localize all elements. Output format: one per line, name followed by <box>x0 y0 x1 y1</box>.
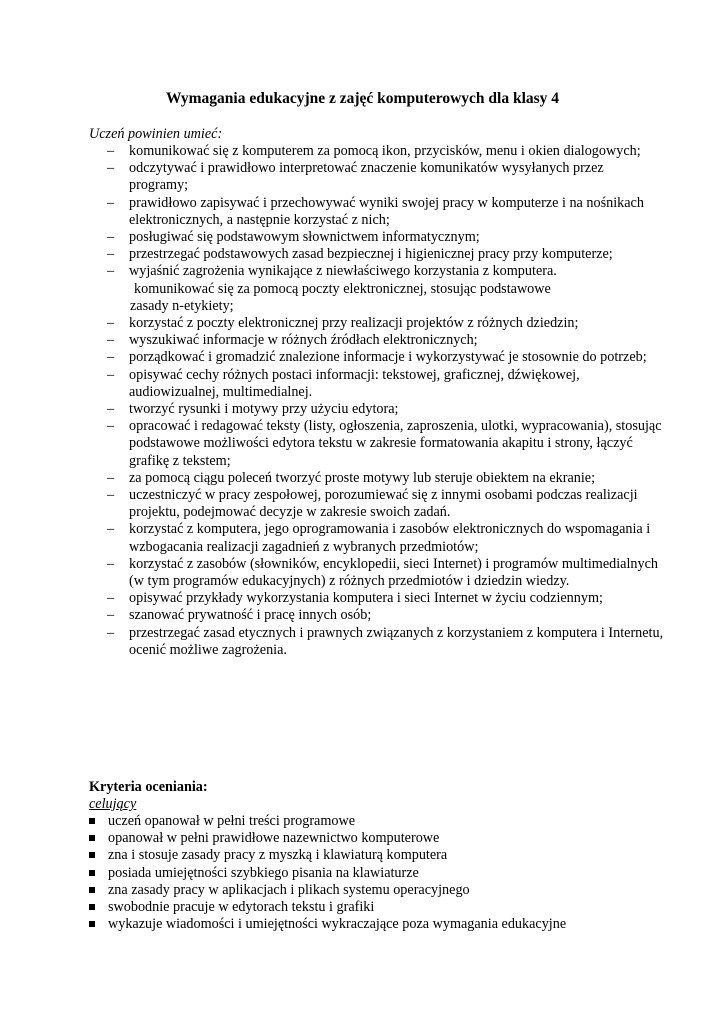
criteria-item <box>0 865 725 882</box>
criteria-text: wykazuje wiadomości i umiejętności wykraczające poza wymagania edukacyjne <box>108 916 567 933</box>
skill-item: – przestrzegać zasad etycznych i prawnych związanych z korzystaniem z komputera i Internetu, ocenić możliwe zagrożenia. <box>0 625 725 659</box>
criteria-list <box>0 813 725 933</box>
grade-level-label: celujący <box>89 796 137 812</box>
square-bullet-icon <box>89 818 95 824</box>
skill-item: – korzystać z poczty elektronicznej przy realizacji projektów z różnych dziedzin; <box>0 315 725 332</box>
document-title: Wymagania edukacyjne z zajęć komputerowych dla klasy 4 <box>165 90 560 107</box>
skill-item: – szanować prywatność i pracę innych osób; <box>0 607 725 624</box>
criteria-item <box>0 847 725 864</box>
skill-item: – uczestniczyć w pracy zespołowej, porozumiewać się z innymi osobami podczas realizacji projektu, podejmować decyzje w zakresie swoich zadań. <box>0 487 725 521</box>
skills-list <box>0 143 725 659</box>
criteria-text: zna i stosuje zasady pracy z myszką i klawiaturą komputera <box>108 847 448 864</box>
criteria-text: zna zasady pracy w aplikacjach i plikach systemu operacyjnego <box>108 881 470 898</box>
square-bullet-icon <box>89 852 95 858</box>
skill-item: – komunikować się z komputerem za pomocą ikon, przycisków, menu i okien dialogowych; <box>0 143 725 160</box>
criteria-item <box>0 882 725 899</box>
square-bullet-icon <box>89 835 95 841</box>
skill-item: – przestrzegać podstawowych zasad bezpiecznej i higienicznej pracy przy komputerze; <box>0 246 725 263</box>
square-bullet-icon <box>89 921 95 927</box>
criteria-text: opanował w pełni prawidłowe nazewnictwo komputerowe <box>108 830 440 847</box>
criteria-item <box>0 899 725 916</box>
skill-item: – korzystać z zasobów (słowników, encyklopedii, sieci Internet) i programów multimedialnych (w tym programów edukacyjnych) z różnych przedmiotów i dziedzin wiedzy. <box>0 556 725 590</box>
criteria-text: posiada umiejętności szybkiego pisania na klawiaturze <box>108 864 419 881</box>
criteria-text: uczeń opanował w pełni treści programowe <box>108 813 356 829</box>
intro-text: Uczeń powinien umieć: <box>89 126 223 142</box>
skill-item: – wyjaśnić zagrożenia wynikające z niewłaściwego korzystania z komputera. <box>0 263 725 280</box>
criteria-item <box>0 830 725 847</box>
skill-item: – odczytywać i prawidłowo interpretować znaczenie komunikatów wysyłanych przez programy; <box>0 160 725 194</box>
square-bullet-icon <box>89 887 95 893</box>
square-bullet-icon <box>89 904 95 910</box>
skill-item: – opisywać przykłady wykorzystania komputera i sieci Internet w życiu codziennym; <box>0 590 725 607</box>
skill-item: – korzystać z komputera, jego oprogramowania i zasobów elektronicznych do wspomagania i wzbogacania realizacji zagadnień z wybranych przedmiotów; <box>0 521 725 555</box>
criteria-item <box>0 916 725 933</box>
skill-item: – opracować i redagować teksty (listy, ogłoszenia, zaproszenia, ulotki, wypracowania), stosując podstawowe możliwości edytora tekstu w zakresie formatowania akapitu i strony, łączyć grafikę z tekstem; <box>0 418 725 470</box>
skill-item: – opisywać cechy różnych postaci informacji: tekstowej, graficznej, dźwiękowej, audiowizualnej, multimedialnej. <box>0 367 725 401</box>
skill-item: komunikować się za pomocą poczty elektronicznej, stosując podstawowe <box>134 280 551 297</box>
square-bullet-icon <box>89 870 95 876</box>
skill-item: – prawidłowo zapisywać i przechowywać wyniki swojej pracy w komputerze i na nośnikach elektronicznych, a następnie korzystać z nich; <box>0 195 725 229</box>
skill-item: zasady n-etykiety; <box>130 297 234 314</box>
skill-item: – tworzyć rysunki i motywy przy użyciu edytora; <box>0 401 725 418</box>
criteria-text: swobodnie pracuje w edytorach tekstu i grafiki <box>108 899 375 916</box>
skill-item: – wyszukiwać informacje w różnych źródłach elektronicznych; <box>0 332 725 349</box>
criteria-item <box>0 813 725 830</box>
skill-item: – za pomocą ciągu poleceń tworzyć proste motywy lub steruje obiektem na ekranie; <box>0 470 725 487</box>
skill-item: – posługiwać się podstawowym słownictwem informatycznym; <box>0 229 725 246</box>
criteria-heading: Kryteria oceniania: <box>89 779 208 795</box>
skill-item: – porządkować i gromadzić znalezione informacje i wykorzystywać je stosownie do potrzeb; <box>0 349 725 366</box>
